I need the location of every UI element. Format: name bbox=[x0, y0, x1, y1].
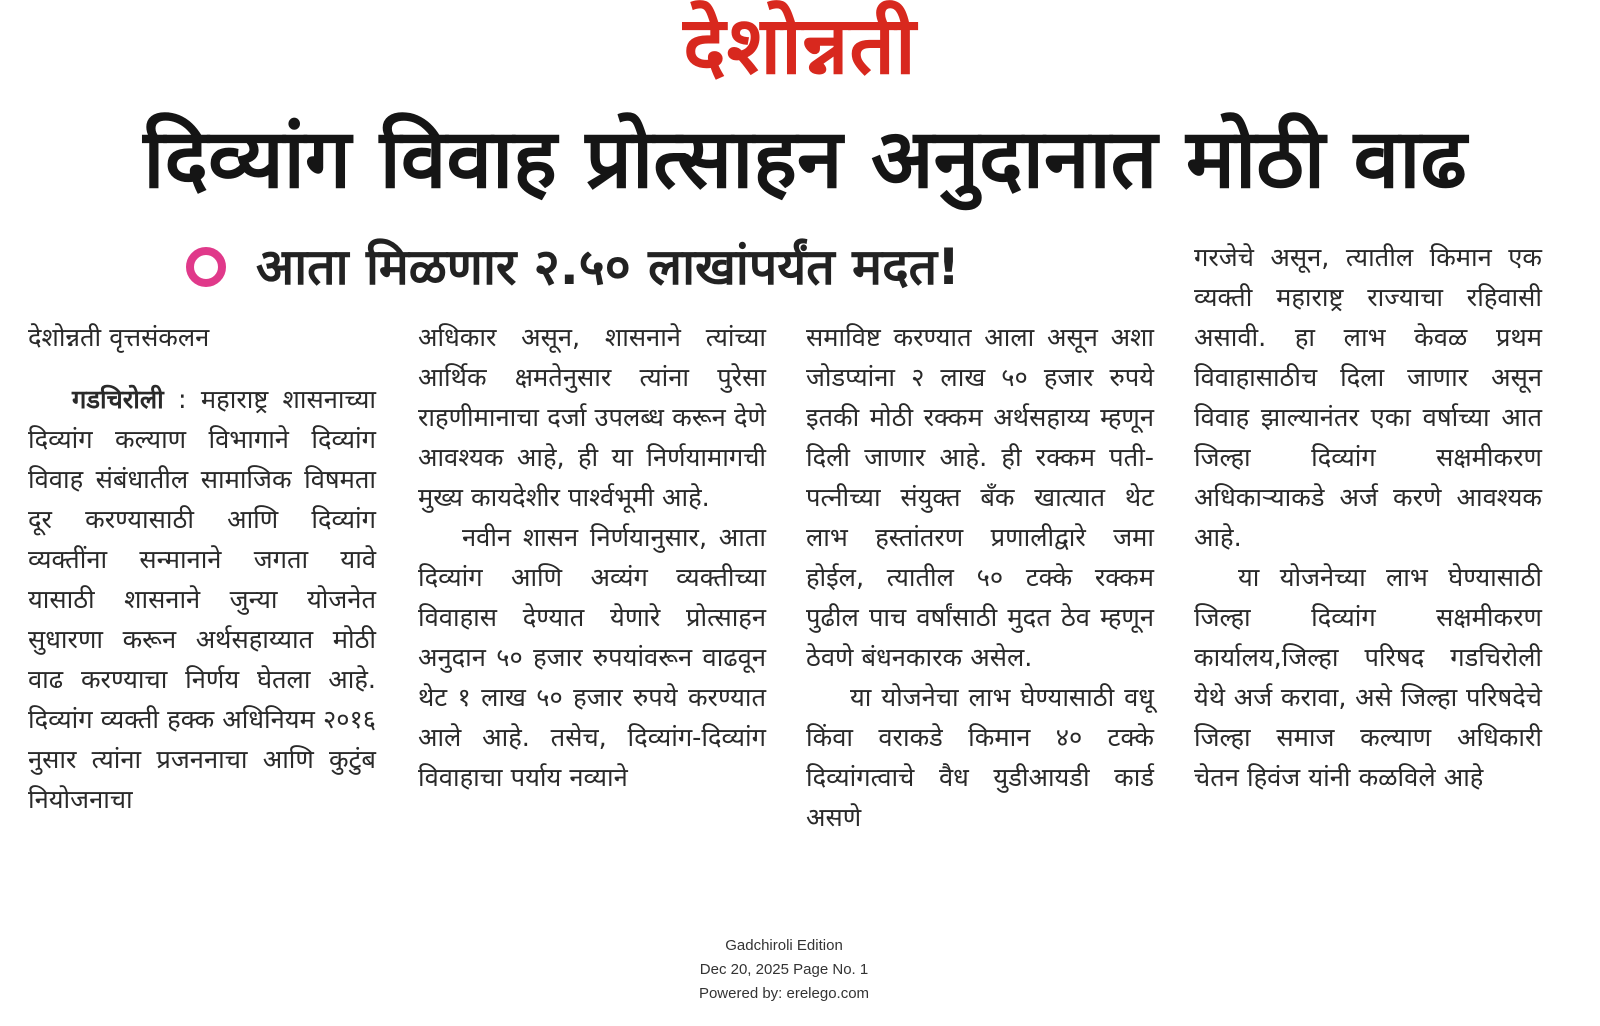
article-subheadline bbox=[186, 232, 960, 302]
article-column-4 bbox=[1194, 238, 1542, 798]
article-column-1 bbox=[28, 318, 376, 820]
edition-label: Gadchiroli Edition bbox=[725, 937, 843, 954]
dateline: गडचिरोली bbox=[72, 385, 164, 415]
article-column-2 bbox=[418, 318, 766, 798]
subheadline-text: आता मिळणार २.५० लाखांपर्यंत मदत! bbox=[256, 238, 960, 296]
headline-text: दिव्यांग विवाह प्रोत्साहन अनुदानात मोठी वाढ bbox=[143, 112, 1467, 207]
column-4-paragraph-2: या योजनेच्या लाभ घेण्यासाठी जिल्हा दिव्यांग सक्षमीकरण कार्यालय,जिल्हा परिषद गडचिरोली येथे अर्ज करावा, असे जिल्हा परिषदेचे जिल्हा समाज कल्याण अधिकारी चेतन हिवंज यांनी कळविले आहे bbox=[1194, 563, 1542, 793]
column-3-paragraph-1: समाविष्ट करण्यात आला असून अशा जोडप्यांना २ लाख ५० हजार रुपये इतकी मोठी रक्कम अर्थसहाय्य म्हणून दिली जाणार आहे. ही रक्कम पती-पत्नीच्या संयुक्त बँक खात्यात थेट लाभ हस्तांतरण प्रणालीद्वारे जमा होईल, त्यातील ५० टक्के रक्कम पुढील पाच वर्षांसाठी मुदत ठेव म्हणून ठेवणे बंधनकारक असेल. bbox=[806, 323, 1154, 673]
column-2-paragraph-1: अधिकार असून, शासनाने त्यांच्या आर्थिक क्षमतेनुसार त्यांना पुरेसा राहणीमानाचा दर्जा उपलब्ध करून देणे आवश्यक आहे, ही या निर्णयामागची मुख्य कायदेशीर पार्श्वभूमी आहे. bbox=[418, 323, 766, 513]
circle-bullet-icon bbox=[186, 247, 226, 287]
article-column-3 bbox=[806, 318, 1154, 838]
column-4-paragraph-1: गरजेचे असून, त्यातील किमान एक व्यक्ती महाराष्ट्र राज्याचा रहिवासी असावी. हा लाभ केवळ प्रथम विवाहासाठीच दिला जाणार असून विवाह झाल्यानंतर एका वर्षाच्या आत जिल्हा दिव्यांग सक्षमीकरण अधिकाऱ्याकडे अर्ज करणे आवश्यक आहे. bbox=[1194, 243, 1542, 553]
column-2-paragraph-2: नवीन शासन निर्णयानुसार, आता दिव्यांग आणि अव्यंग व्यक्तीच्या विवाहास देण्यात येणारे प्रोत्साहन अनुदान ५० हजार रुपयांवरून वाढवून थेट १ लाख ५० हजार रुपये करण्यात आले आहे. तसेच, दिव्यांग-दिव्यांग विवाहाचा पर्याय नव्याने bbox=[418, 523, 766, 793]
column-1-paragraph bbox=[28, 380, 376, 820]
column-1-text: : महाराष्ट्र शासनाच्या दिव्यांग कल्याण विभागाने दिव्यांग विवाह संबंधातील सामाजिक विषमता दूर करण्यासाठी आणि दिव्यांग व्यक्तींना सन्मानाने जगता यावे यासाठी शासनाने जुन्या योजनेत सुधारणा करून अर्थसहाय्यात मोठी वाढ करण्याचा निर्णय घेतला आहे. दिव्यांग व्यक्ती हक्क अधिनियम २०१६ नुसार त्यांना प्रजननाचा आणि कुटुंब नियोजनाचा bbox=[28, 385, 376, 815]
page-footer bbox=[0, 934, 1568, 1006]
newspaper-masthead bbox=[0, 0, 1600, 98]
article-headline bbox=[60, 100, 1550, 220]
powered-by-label: Powered by: erelego.com bbox=[698, 985, 870, 1002]
date-page-label: Dec 20, 2025 Page No. 1 bbox=[699, 961, 869, 978]
byline: देशोन्नती वृत्तसंकलन bbox=[28, 323, 210, 353]
column-3-paragraph-2: या योजनेचा लाभ घेण्यासाठी वधू किंवा वराकडे किमान ४० टक्के दिव्यांगत्वाचे वैध युडीआयडी कार्ड असणे bbox=[806, 683, 1154, 833]
masthead-logo-text: देशोन्नती bbox=[683, 0, 917, 92]
